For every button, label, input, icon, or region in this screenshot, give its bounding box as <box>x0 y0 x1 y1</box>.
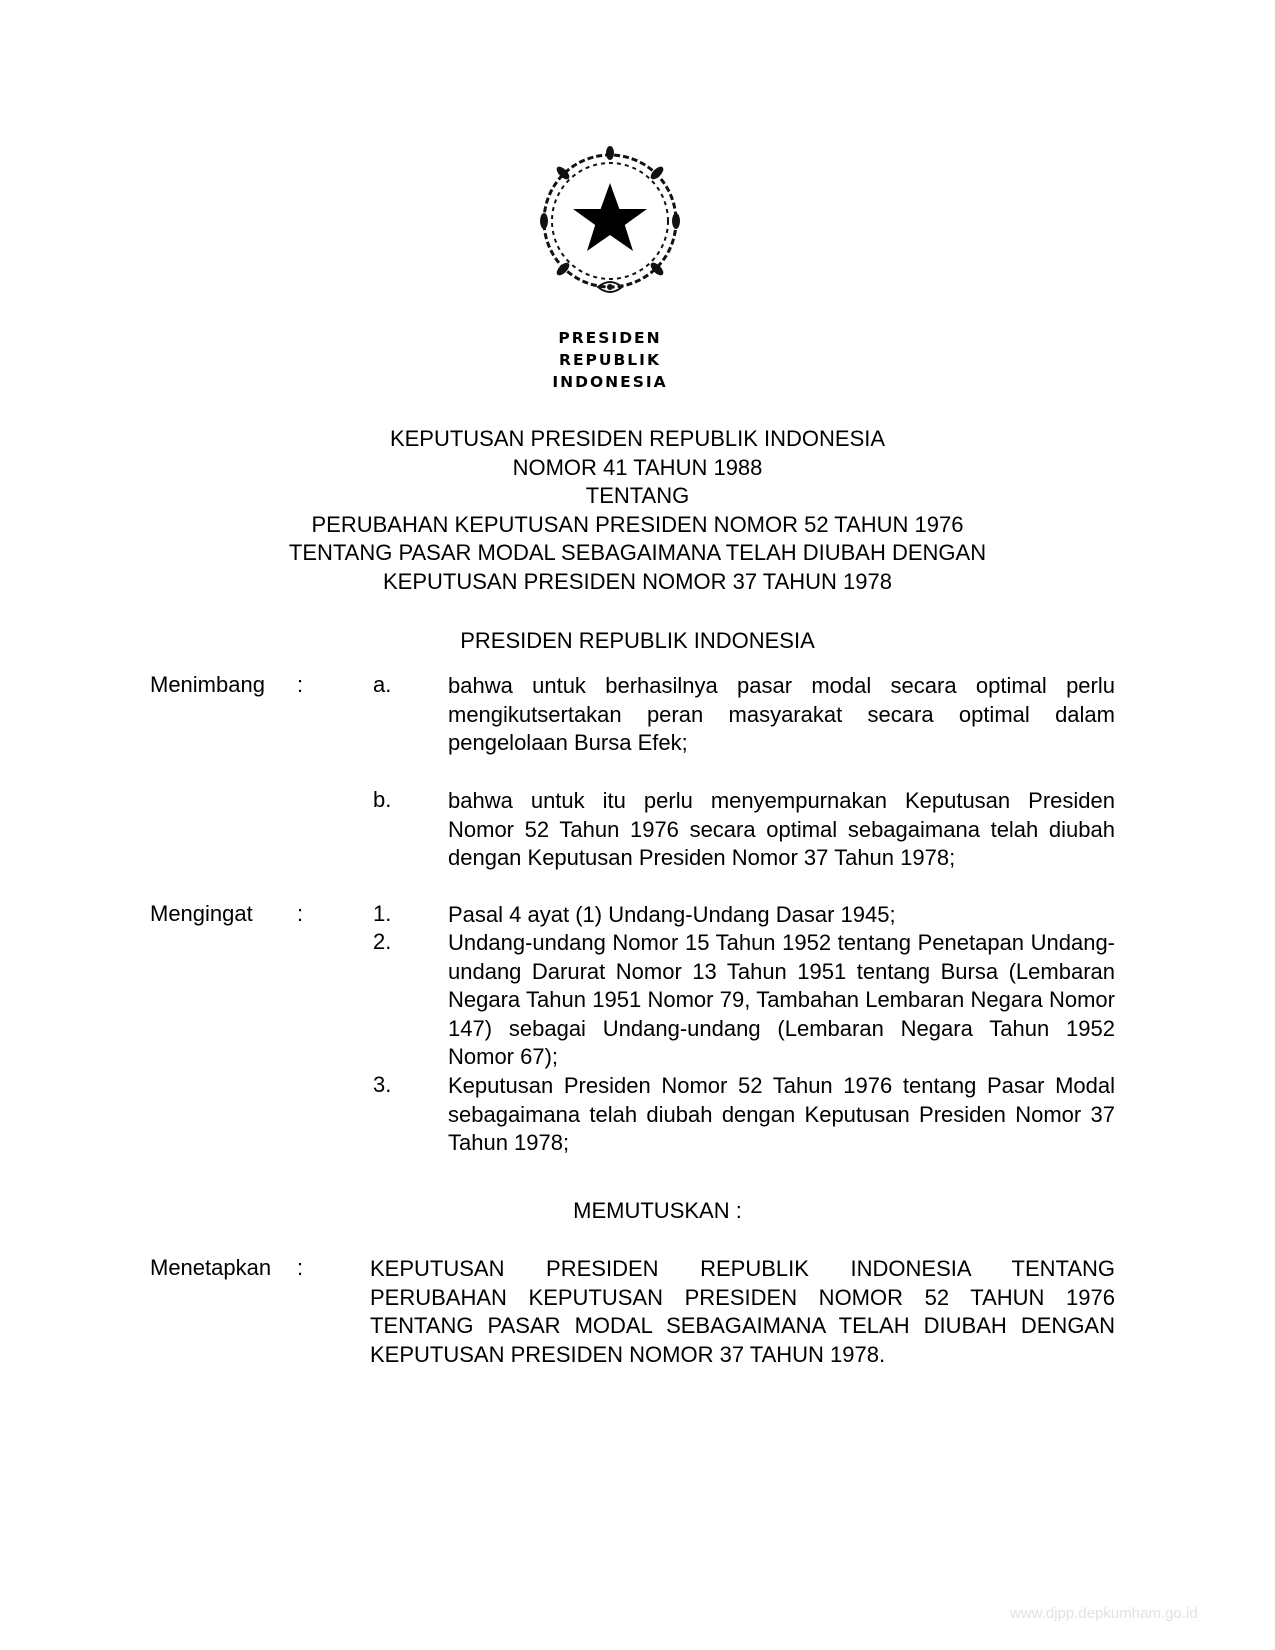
menimbang-item-a-text: bahwa untuk berhasilnya pasar modal secara optimal perlu mengikutsertakan peran masyarakat secara optimal dalam pengelolaan Bursa Efek; <box>448 673 1115 755</box>
president-heading: PRESIDEN REPUBLIK INDONESIA <box>460 628 815 653</box>
decree-title <box>150 425 1125 596</box>
menimbang-label: Menimbang <box>150 672 265 697</box>
watermark: www.djpp.depkumham.go.id <box>1010 1605 1198 1622</box>
menimbang-item-a-marker: a. <box>373 672 392 697</box>
mengingat-label: Mengingat <box>150 901 253 926</box>
menimbang-colon: : <box>297 672 304 697</box>
mengingat-item-1-marker: 1. <box>373 901 392 926</box>
memutuskan-heading: MEMUTUSKAN : <box>573 1198 742 1223</box>
mengingat-item-3-text: Keputusan Presiden Nomor 52 Tahun 1976 tentang Pasar Modal sebagaimana telah diubah dengan Keputusan Presiden Nomor 37 Tahun 1978; <box>448 1073 1115 1155</box>
mengingat-item-1-text: Pasal 4 ayat (1) Undang-Undang Dasar 1945; <box>448 902 896 927</box>
menimbang-item-b-marker: b. <box>373 787 392 812</box>
menetapkan-text: KEPUTUSAN PRESIDEN REPUBLIK INDONESIA TENTANG PERUBAHAN KEPUTUSAN PRESIDEN NOMOR 52 TAHUN 1976 TENTANG PASAR MODAL SEBAGAIMANA TELAH DIUBAH DENGAN KEPUTUSAN PRESIDEN NOMOR 37 TAHUN 1978. <box>370 1256 1115 1367</box>
title-line-6: KEPUTUSAN PRESIDEN NOMOR 37 TAHUN 1978 <box>383 568 892 594</box>
mengingat-colon: : <box>297 901 304 926</box>
title-line-1: KEPUTUSAN PRESIDEN REPUBLIK INDONESIA <box>389 426 886 451</box>
title-line-4: PERUBAHAN KEPUTUSAN PRESIDEN NOMOR 52 TAHUN 1976 <box>311 511 964 537</box>
menetapkan-label: Menetapkan <box>150 1255 272 1280</box>
title-line-2: NOMOR 41 TAHUN 1988 <box>512 454 763 480</box>
menimbang-item-b-text: bahwa untuk itu perlu menyempurnakan Keputusan Presiden Nomor 52 Tahun 1976 secara optimal sebagaimana telah diubah dengan Keputusan Presiden Nomor 37 Tahun 1978; <box>448 788 1115 870</box>
mengingat-item-2-text: Undang-undang Nomor 15 Tahun 1952 tentang Penetapan Undang-undang Darurat Nomor 13 Tahun 1951 tentang Bursa (Lembaran Negara Tahun 1951 Nomor 79, Tambahan Lembaran Negara Nomor 147) sebagai Undang-undang (Lembaran Negara Tahun 1952 Nomor 67); <box>448 930 1115 1069</box>
emblem-caption-line2: REPUBLIK INDONESIA <box>552 351 668 391</box>
title-line-3: TENTANG <box>585 483 690 508</box>
emblem-caption-line1: PRESIDEN <box>558 329 662 347</box>
presidential-seal-icon <box>530 145 690 305</box>
mengingat-item-3-marker: 3. <box>373 1072 392 1097</box>
menetapkan-colon: : <box>297 1255 304 1280</box>
mengingat-item-2-marker: 2. <box>373 929 392 954</box>
title-line-5: TENTANG PASAR MODAL SEBAGAIMANA TELAH DIUBAH DENGAN <box>288 540 987 565</box>
presidential-emblem <box>500 145 720 391</box>
